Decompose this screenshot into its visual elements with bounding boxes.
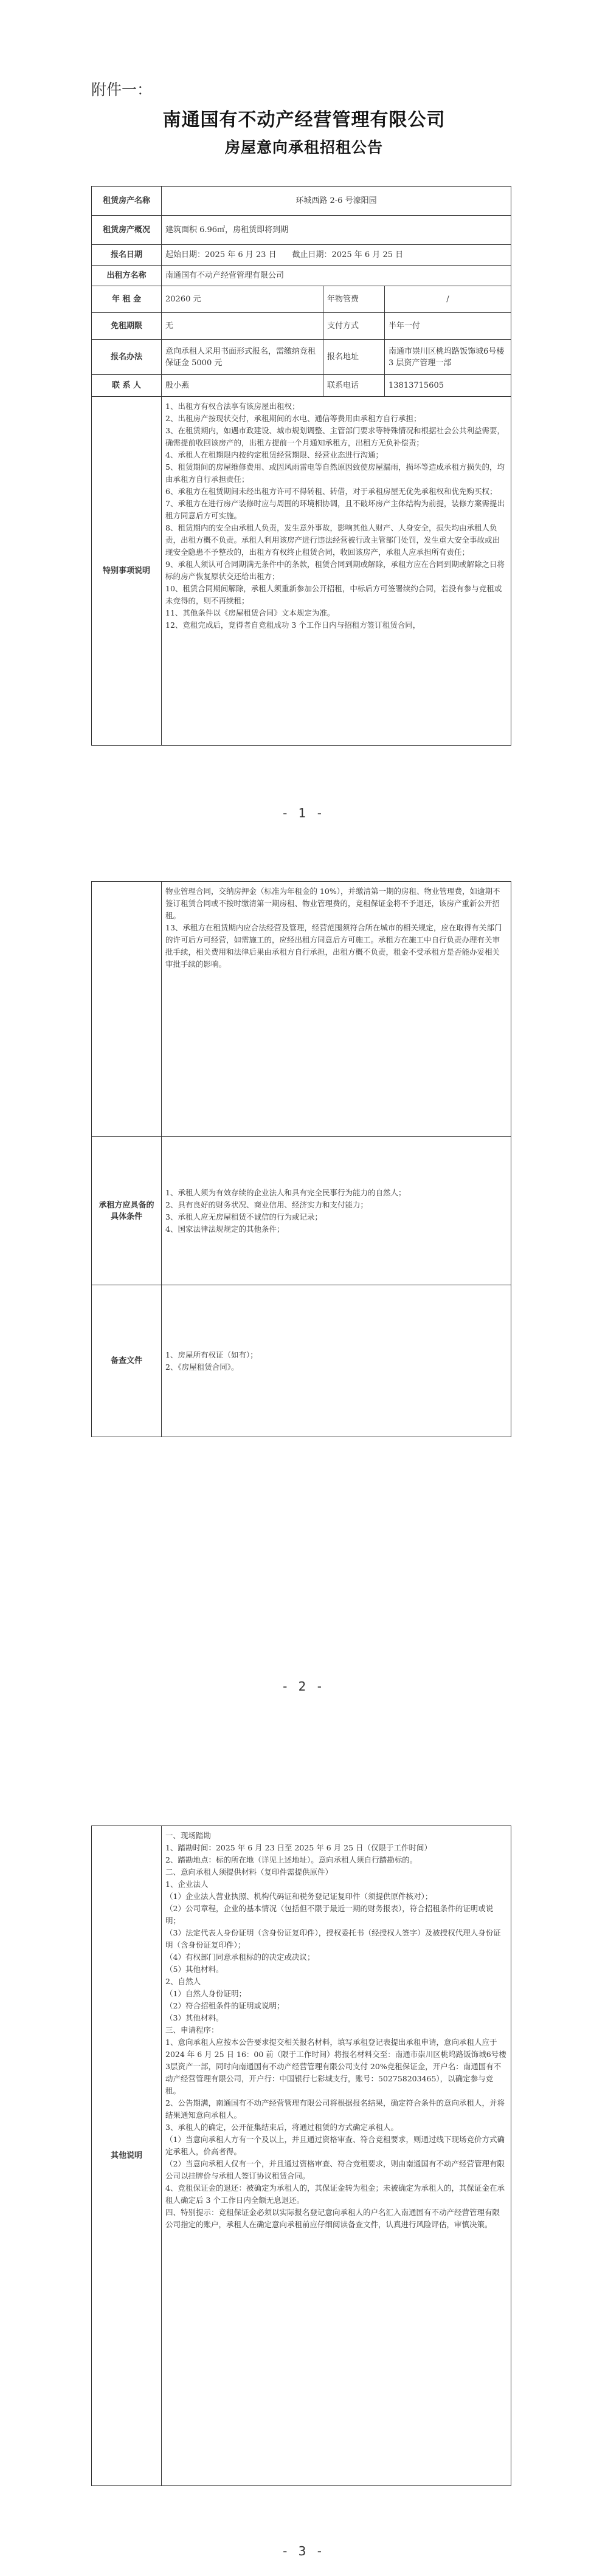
document-item: 2、《房屋租赁合同》。 [165, 1362, 239, 1372]
special-content [162, 397, 511, 746]
contact-value: 殷小燕 [162, 375, 323, 397]
payment-label: 支付方式 [323, 313, 385, 340]
rent-free-label: 免租期限 [92, 313, 162, 340]
registration-date-value: 起始日期：2025 年 6 月 23 日 截止日期：2025 年 6 月 25 日 [162, 245, 511, 266]
note-item: 1、企业法人 [165, 1880, 209, 1889]
property-overview-value: 建筑面积 6.96㎡，房租赁即将到期 [162, 216, 511, 245]
registration-method-label: 报名办法 [92, 340, 162, 375]
page-number: - 1 - [283, 806, 325, 820]
row-property-overview [92, 216, 511, 245]
page-1 [0, 0, 608, 845]
row-registration [92, 340, 511, 375]
note-item: 3、承租人的确定，公开征集结束后，将通过租赁的方式确定承租人。 [165, 2123, 398, 2132]
row-special [92, 397, 511, 746]
row-rent [92, 286, 511, 313]
note-item: （3）其他材料。 [165, 2013, 224, 2022]
registration-date-label: 报名日期 [92, 245, 162, 266]
special-item: 7、承租方在进行房产装修时应与周围的环境相协调，且不破坏房产主体结构为前提，装修方案需提出租方同意后方可实施。 [165, 499, 505, 520]
note-item: 1、意向承租人应按本公告要求提交相关报名材料，填写承租登记表提出承租申请，意向承租人应于 2024 年 6 月 25 日 16：00 前（限于工作时间）将报名材料交至：南通市崇川区桃坞路饭饰城6号楼3层资产一部，同时向南通国有不动产经营管理有限公司支付 20%竞租保证金，开户名：南通国有不动产经营管理有限公司，开户行：中国银行七彩城支行，账号：502758203465），以确定参与竞租。 [165, 2038, 506, 2095]
conditions-table [91, 881, 511, 1437]
note-item: （1）当意向承租人方有一个及以上，并且通过资格审查、符合竞租要求，则通过线下现场竞价方式确定承租人，价高者得。 [165, 2135, 505, 2156]
condition-item: 4、国家法律法规规定的其他条件； [165, 1224, 285, 1234]
property-name-value: 环城西路 2-6 号濠阳园 [162, 187, 511, 216]
row-conditions [92, 1137, 511, 1285]
condition-item: 3、承租人应无房屋租赁不诚信的行为或记录； [165, 1212, 322, 1221]
conditions-content [162, 1137, 511, 1285]
continued-content [162, 882, 511, 1137]
special-item: 1、出租方有权合法享有该房屋出租权； [165, 402, 300, 411]
note-item: 1、踏勘时间：2025 年 6 月 23 日至 2025 年 6 月 25 日（仅限于工作时间） [165, 1843, 432, 1852]
rent-free-value: 无 [162, 313, 323, 340]
annual-rent-label: 年 租 金 [92, 286, 162, 313]
note-item: 二、意向承租人须提供材料（复印件需提供原件） [165, 1867, 333, 1877]
page-2 [0, 845, 608, 1738]
lessor-value: 南通国有不动产经营管理有限公司 [162, 266, 511, 286]
special-label: 特别事项说明 [92, 397, 162, 746]
special-item: 10、租赁合同期间解除，承租人须重新参加公开招租，中标后方可签署续约合同，若没有参与竞租或未竞得的，则不再续租； [165, 584, 502, 605]
registration-method-value: 意向承租人采用书面形式报名，需缴纳竞租保证金 5000 元 [162, 340, 323, 375]
special-item: 9、承租人须认可合同期满无条件中的条款，租赁合同到期或解除，承租方应在合同到期或解除之日将标的房产恢复原状交还给出租方； [165, 560, 505, 581]
continued-paragraph: 物业管理合同，交纳房押金（标准为年租金的 10%），并缴清第一期的房租、物业管理费，如逾期不签订租赁合同或不按时缴清第一期房租、物业管理费的，竞租保证金将不予退还，该房产重新公开招租。 [165, 887, 500, 920]
property-fee-label: 年物管费 [323, 286, 385, 313]
notice-title: 房屋意向承租招租公告 [224, 139, 383, 156]
row-documents [92, 1285, 511, 1437]
page-number: - 2 - [283, 1679, 325, 1694]
condition-item: 2、具有良好的财务状况、商业信用、经济实力和支付能力； [165, 1200, 368, 1209]
other-notes-content [162, 1826, 511, 2486]
page-number: - 3 - [283, 2544, 325, 2558]
special-item: 4、承租人在租期限内按约定租赁经营期限、经营业态进行沟通； [165, 450, 383, 459]
continued-blank-cell [92, 882, 162, 1137]
special-item: 3、在租赁期内，如遇市政建设、城市规划调整、主管部门要求等特殊情况和根据社会公共利益需要，确需提前收回该房产的，出租方提前一个月通知承租方，出租方无负补偿责； [165, 426, 505, 447]
special-item: 8、租赁期内的安全由承租人负责，发生意外事故，影响其他人财产、人身安全，损失均由承租人负责，出租方概不负责。承租人利用该房产进行违法经营被行政主管部门处罚，发生重大安全事故或出现安全隐患不予整改的，出租方有权终止租赁合同，收回该房产，承租人应承担所有责任； [165, 523, 500, 557]
note-item: 4、竞租保证金的退还：被确定为承租人的，其保证金转为租金；未被确定为承租人的，其保证金在承租人确定后 3 个工作日内全额无息退还。 [165, 2183, 505, 2205]
property-info-table [91, 186, 511, 746]
note-item: 一、现场踏勘 [165, 1831, 212, 1840]
note-item: 四、特别提示：竞租保证金必须以实际报名登记意向承租人的户名汇入南通国有不动产经营管理有限公司指定的账户，承租人在确定意向承租前应仔细阅读备查文件，认真进行风险评估，审慎决策。 [165, 2208, 500, 2229]
note-item: （2）当意向承租人仅有一个，并且通过资格审查、符合竞租要求，则由南通国有不动产经营管理有限公司以挂牌价与承租人签订协议租赁合同。 [165, 2159, 505, 2180]
row-continued [92, 882, 511, 1137]
contact-label: 联 系 人 [92, 375, 162, 397]
attachment-label: 附件一： [91, 81, 153, 98]
note-item: 2、踏勘地点：标的所在地（详见上述地址）。意向承租人须自行踏勘标的。 [165, 1855, 418, 1864]
documents-label: 备查文件 [92, 1285, 162, 1437]
conditions-label: 承租方应具备的具体条件 [92, 1137, 162, 1285]
documents-content [162, 1285, 511, 1437]
note-item: （2）符合招租条件的证明或说明； [165, 2001, 285, 2010]
condition-item: 1、承租人须为有效存续的企业法人和具有完全民事行为能力的自然人； [165, 1187, 406, 1197]
note-item: （4）有权部门同意承租标的的决定或决议； [165, 1953, 315, 1962]
company-title: 南通国有不动产经营管理有限公司 [162, 109, 446, 131]
row-lessor [92, 266, 511, 286]
annual-rent-value: 20260 元 [162, 286, 323, 313]
lessor-label: 出租方名称 [92, 266, 162, 286]
registration-address-label: 报名地址 [323, 340, 385, 375]
registration-address-value: 南通市崇川区桃坞路饭饰城6号楼 3 层资产管理一部 [385, 340, 511, 375]
note-item: （5）其他材料。 [165, 1965, 224, 1974]
note-item: （2）公司章程，企业的基本情况（包括但不限于最近一期的财务报表），符合招租条件的证明或说明； [165, 1904, 494, 1925]
phone-value: 13813715605 [385, 375, 511, 397]
note-item: （1）企业法人营业执照、机构代码证和税务登记证复印件（须提供原件核对）； [165, 1892, 433, 1901]
note-item: （1）自然人身份证明； [165, 1989, 246, 1998]
note-item: 2、自然人 [165, 1977, 201, 1986]
continued-paragraph: 13、承租方在租赁期内应合法经营及管理，经营范围须符合所在城市的相关规定，应在取得有关部门的许可后方可经营，如需施工的，应经出租方同意后方可施工。承租方在施工中自行负责办理有关审批手续，相关费用和法律后果由承租方自行承担，出租方概不负责，租金不受承租方是否能办妥相关审批手续的影响。 [165, 923, 502, 969]
row-other-notes [92, 1826, 511, 2486]
special-item: 12、竞租完成后，竞得者自竞租成功 3 个工作日内与招租方签订租赁合同， [165, 620, 421, 630]
phone-label: 联系电话 [323, 375, 385, 397]
other-notes-label: 其他说明 [92, 1826, 162, 2486]
row-property-name [92, 187, 511, 216]
note-item: 2、公告期满，南通国有不动产经营管理有限公司将根据报名结果，确定符合条件的意向承租人，并将结果通知意向承租人。 [165, 2098, 505, 2120]
special-item: 11、其他条件以《房屋租赁合同》文本规定为准。 [165, 608, 335, 617]
row-rent-free [92, 313, 511, 340]
special-item: 5、租赁期间的房屋维修费用、或因风雨雷电等自然原因致使房屋漏雨，损坏等造成承租方损失的，均由承租方自行承担责任； [165, 462, 505, 484]
property-name-label: 租赁房产名称 [92, 187, 162, 216]
property-fee-value: / [385, 286, 511, 313]
special-item: 2、出租房产按现状交付，承租期间的水电、通信等费用由承租方自行承担； [165, 414, 421, 423]
page-3 [0, 1738, 608, 2576]
note-item: （3）法定代表人身份证明（含身份证复印件），授权委托书（经授权人签字）及被授权代理人身份证明（含身份证复印件）； [165, 1928, 501, 1949]
other-notes-table [91, 1826, 511, 2486]
row-registration-date [92, 245, 511, 266]
row-contact [92, 375, 511, 397]
note-item: 三、申请程序： [165, 2025, 219, 2035]
property-overview-label: 租赁房产概况 [92, 216, 162, 245]
payment-value: 半年一付 [385, 313, 511, 340]
document-item: 1、房屋所有权证（如有）； [165, 1350, 258, 1359]
special-item: 6、承租方在租赁期间未经出租方许可不得转租、转借，对于承租房屋无优先承租权和优先购买权； [165, 487, 497, 496]
